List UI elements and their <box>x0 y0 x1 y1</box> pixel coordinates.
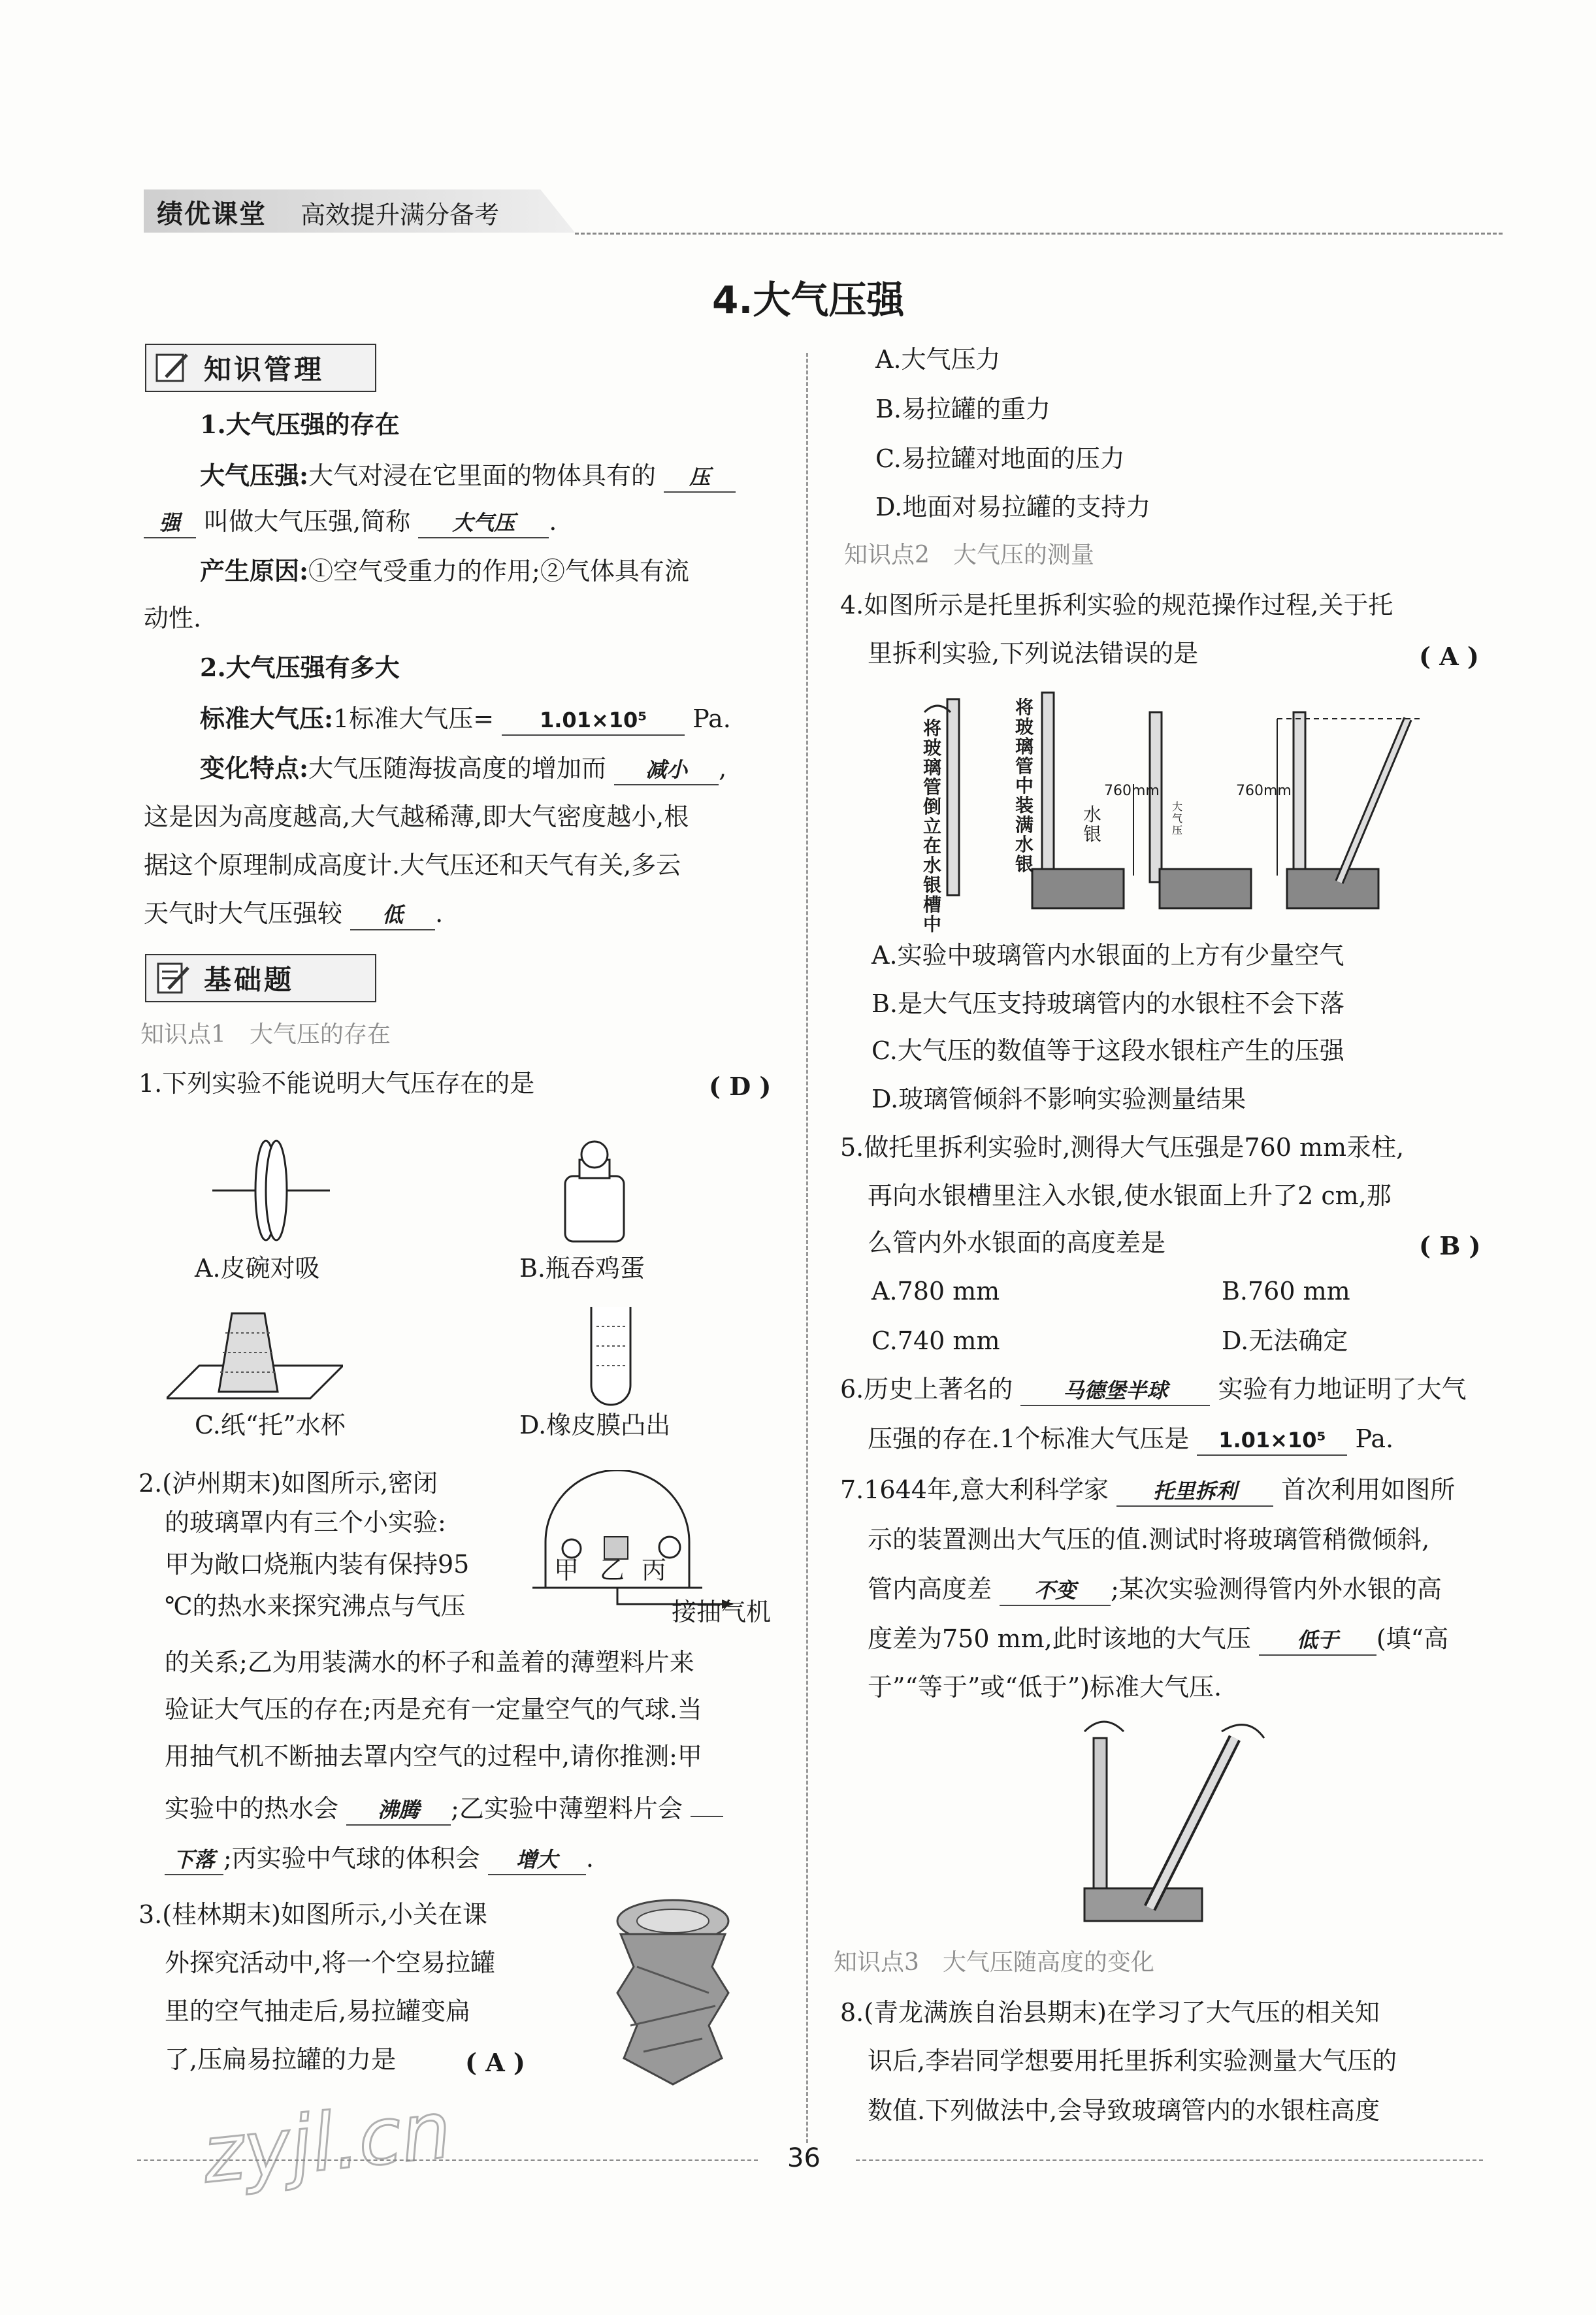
watermark-logo: zyjl.cn <box>198 2084 456 2201</box>
q7-line1: 7.1644年,意大利科学家 托里拆利 首次利用如图所 <box>840 1470 1455 1509</box>
q5-option-d: D.无法确定 <box>1222 1326 1348 1355</box>
q4-option-d: D.玻璃管倾斜不影响实验测量结果 <box>871 1085 1246 1113</box>
k2-change-line2: 这是因为高度越高,大气越稀薄,即大气密度越小,根 <box>144 802 689 831</box>
header-slogan: 高效提升满分备考 <box>301 201 500 229</box>
q1-figure-suction-cups <box>212 1137 330 1241</box>
page-title: 4.大气压强 <box>712 278 905 322</box>
q4-option-b: B.是大气压支持玻璃管内的水银柱不会下落 <box>871 989 1345 1018</box>
notebook-icon <box>153 959 192 998</box>
q4-fig-height-2: 760mm <box>1236 783 1292 799</box>
q3-figure-crushed-can <box>611 1895 735 2091</box>
q1-text: 1.下列实验不能说明大气压存在的是 <box>138 1069 535 1098</box>
k2-standard-line: 标准大气压:1标准大气压= 1.01×10⁵ Pa. <box>200 699 731 738</box>
k1-definition-line1: 大气压强:大气对浸在它里面的物体具有的 压 <box>200 456 736 495</box>
k1-definition-line2: 强 叫做大气压强,简称 大气压 . <box>144 502 557 541</box>
section-knowledge <box>145 344 376 392</box>
k2-heading: 2.大气压强有多大 <box>200 653 400 682</box>
k1-cause-line2: 动性. <box>144 604 202 632</box>
q5-option-b: B.760 mm <box>1222 1277 1350 1305</box>
q4-option-c: C.大气压的数值等于这段水银柱产生的压强 <box>871 1036 1344 1065</box>
q7-line3: 管内高度差 不变 ;某次实验测得管内外水银的高 <box>868 1569 1442 1609</box>
q2-line6: 验证大气压的存在;丙是充有一定量空气的气球.当 <box>165 1695 702 1724</box>
q5-line2: 再向水银槽里注入水银,使水银面上升了2 cm,那 <box>868 1181 1392 1210</box>
q2-line5: 的关系;乙为用装满水的杯子和盖着的薄塑料片来 <box>165 1648 694 1677</box>
q4-fig-height-1: 760mm <box>1104 783 1160 799</box>
q7-line4: 度差为750 mm,此时该地的大气压 低于 (填“高 <box>868 1619 1448 1658</box>
q7-line2: 示的装置测出大气压的值.测试时将玻璃管稍微倾斜, <box>868 1525 1430 1554</box>
footer-divider-left <box>137 2159 758 2161</box>
q2-line8: 实验中的热水会 沸腾 ;乙实验中薄塑料片会 <box>165 1789 723 1828</box>
q6-line2: 压强的存在.1个标准大气压是 1.01×10⁵ Pa. <box>868 1419 1393 1458</box>
k1-cause-line1: 产生原因:①空气受重力的作用;②气体具有流 <box>200 556 689 585</box>
q3-line3: 里的空气抽走后,易拉罐变扁 <box>165 1997 471 2026</box>
q5-line1: 5.做托里拆利实验时,测得大气压强是760 mm汞柱, <box>840 1133 1405 1162</box>
q2-line1: 2.(泸州期末)如图所示,密闭 <box>138 1469 438 1498</box>
q5-option-a: A.780 mm <box>871 1277 1000 1305</box>
k2-change-line4: 天气时大气压强较 低 . <box>144 894 443 933</box>
q4-fig-atm-label: 大气压 <box>1172 800 1183 836</box>
q4-fig-step1-vertical: 将玻璃管中装满水银 <box>1015 697 1034 875</box>
q2-line3: 甲为敞口烧瓶内装有保持95 <box>165 1550 470 1579</box>
q3-line2: 外探究活动中,将一个空易拉罐 <box>165 1948 496 1977</box>
q1-option-c: C.纸“托”水杯 <box>195 1411 346 1439</box>
q2-fig-label-pump: 接抽气机 <box>672 1598 772 1626</box>
section-basic-title: 基础题 <box>204 964 295 996</box>
q7-figure-tubes <box>1071 1712 1267 1928</box>
q8-line1: 8.(青龙满族自治县期末)在学习了大气压的相关知 <box>840 1998 1380 2027</box>
k2-change-line1: 变化特点:大气压随海拔高度的增加而 减小 , <box>200 749 726 788</box>
q1-option-d: D.橡皮膜凸出 <box>519 1411 671 1439</box>
q8-line2: 识后,李岩同学想要用托里拆利实验测量大气压的 <box>868 2046 1397 2075</box>
q1-figure-paper-cup <box>167 1307 343 1405</box>
header-divider <box>575 233 1503 235</box>
section-knowledge-title: 知识管理 <box>204 353 325 386</box>
footer-divider-right <box>856 2159 1483 2161</box>
q2-line4: ℃的热水来探究沸点与气压 <box>165 1592 466 1620</box>
knowledge-point-1: 知识点1 大气压的存在 <box>140 1021 391 1048</box>
q4-fig-mercury-label: 水银 <box>1083 804 1102 845</box>
k2-change-line3: 据这个原理制成高度计.大气压还和天气有关,多云 <box>144 851 681 879</box>
knowledge-point-2: 知识点2 大气压的测量 <box>844 542 1094 568</box>
pencil-note-icon <box>153 348 192 387</box>
q3-option-d: D.地面对易拉罐的支持力 <box>875 493 1151 521</box>
q4-option-a: A.实验中玻璃管内水银面的上方有少量空气 <box>871 941 1344 970</box>
q4-answer: ( A ) <box>1419 642 1479 671</box>
q5-line3: 么管内外水银面的高度差是 <box>868 1228 1166 1257</box>
q6-line1: 6.历史上著名的 马德堡半球 实验有力地证明了大气 <box>840 1370 1466 1409</box>
q5-answer: ( B ) <box>1419 1231 1481 1260</box>
q4-fig-step2-vertical: 将玻璃管倒立在水银槽中 <box>923 717 942 935</box>
q1-answer: ( D ) <box>709 1072 772 1101</box>
knowledge-point-3: 知识点3 大气压随高度的变化 <box>834 1949 1154 1976</box>
q1-option-a: A.皮碗对吸 <box>195 1254 320 1283</box>
q4-line2: 里拆利实验,下列说法错误的是 <box>868 639 1199 668</box>
k1-heading: 1.大气压强的存在 <box>200 410 400 439</box>
q3-option-b: B.易拉罐的重力 <box>875 395 1051 423</box>
q5-option-c: C.740 mm <box>871 1326 1000 1355</box>
q3-option-a: A.大气压力 <box>875 345 1001 374</box>
q7-line5: 于”“等于”或“低于”)标准大气压. <box>868 1673 1222 1701</box>
q2-fig-label-yi: 乙 <box>600 1556 625 1584</box>
q4-line1: 4.如图所示是托里拆利实验的规范操作过程,关于托 <box>840 591 1393 619</box>
column-divider <box>806 353 808 2143</box>
q2-line2: 的玻璃罩内有三个小实验: <box>165 1508 446 1537</box>
q3-option-c: C.易拉罐对地面的压力 <box>875 444 1125 473</box>
q1-option-b: B.瓶吞鸡蛋 <box>519 1254 645 1283</box>
q3-answer: ( A ) <box>465 2048 525 2077</box>
q2-fig-label-jia: 甲 <box>554 1556 579 1584</box>
header-brand: 绩优课堂 <box>157 199 267 229</box>
q2-fig-label-bing: 丙 <box>642 1556 667 1584</box>
q1-figure-rubber-membrane <box>585 1300 637 1411</box>
q1-figure-bottle-egg <box>559 1140 630 1245</box>
q3-line4: 了,压扁易拉罐的力是 <box>165 2045 397 2074</box>
q8-line3: 数值.下列做法中,会导致玻璃管内的水银柱高度 <box>868 2096 1380 2125</box>
section-basic <box>145 954 376 1002</box>
q2-line7: 用抽气机不断抽去罩内空气的过程中,请你推测:甲 <box>165 1742 702 1771</box>
page-number: 36 <box>787 2143 821 2173</box>
q2-line9: 下落 ;丙实验中气球的体积会 增大 . <box>165 1839 594 1878</box>
q3-line1: 3.(桂林期末)如图所示,小关在课 <box>138 1900 487 1929</box>
